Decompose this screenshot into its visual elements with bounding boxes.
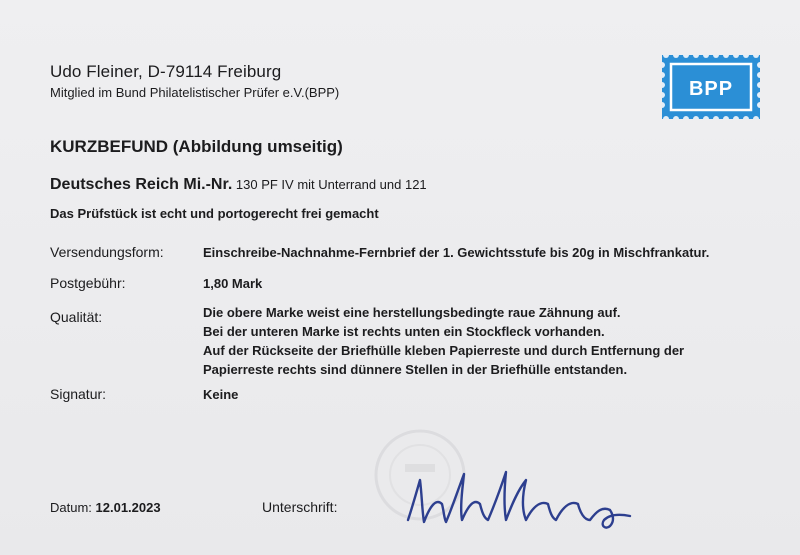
stamp-subject bbox=[50, 176, 427, 194]
report-heading: KURZBEFUND (Abbildung umseitig) bbox=[50, 137, 343, 156]
signed-label: Unterschrift: bbox=[262, 499, 338, 515]
quality-line: Papierreste rechts sind dünnere Stellen in der Briefhülle entstanden. bbox=[203, 362, 628, 377]
signature-mark-label: Signatur: bbox=[50, 386, 107, 402]
quality-line: Bei der unteren Marke ist rechts unten ein Stockfleck vorhanden. bbox=[203, 324, 605, 339]
membership-line: Mitglied im Bund Philatelistischer Prüfer e.V.(BPP) bbox=[50, 85, 340, 100]
date-label: Datum: bbox=[50, 500, 96, 515]
bpp-logo bbox=[662, 55, 760, 119]
shipping-value: Einschreibe-Nachnahme-Fernbrief der 1. Gewichtsstufe bis 20g in Mischfrankatur. bbox=[203, 245, 710, 260]
subject-main: Deutsches Reich Mi.-Nr. bbox=[50, 176, 233, 193]
date-line bbox=[50, 500, 161, 515]
shipping-label: Versendungsform: bbox=[50, 244, 164, 260]
handwritten-signature bbox=[400, 450, 640, 550]
logo-text: BPP bbox=[688, 78, 734, 100]
quality-line: Auf der Rückseite der Briefhülle kleben Papierreste und durch Entfernung der bbox=[203, 343, 685, 358]
quality-text bbox=[203, 303, 684, 379]
expert-name-address: Udo Fleiner, D-79114 Freiburg bbox=[50, 62, 282, 81]
quality-label: Qualität: bbox=[50, 309, 103, 325]
postage-value: 1,80 Mark bbox=[203, 276, 263, 291]
verdict-line: Das Prüfstück ist echt und portogerecht frei gemacht bbox=[50, 206, 379, 221]
signature-mark-value: Keine bbox=[203, 387, 239, 402]
postage-label: Postgebühr: bbox=[50, 275, 126, 291]
date-value: 12.01.2023 bbox=[95, 500, 161, 515]
quality-line: Die obere Marke weist eine herstellungsbedingte raue Zähnung auf. bbox=[203, 305, 621, 320]
subject-catalog-numbers: 130 PF IV mit Unterrand und 121 bbox=[232, 177, 427, 192]
